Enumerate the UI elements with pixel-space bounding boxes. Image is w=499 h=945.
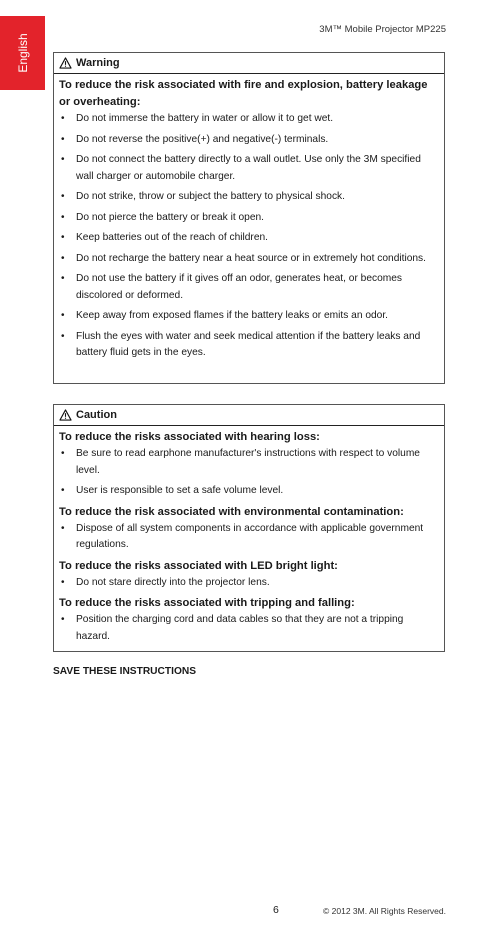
warning-item: • Keep batteries out of the reach of children.: [59, 230, 436, 247]
warning-heading: To reduce the risk associated with fire and explosion, battery leakage or overheating:: [59, 79, 428, 108]
caution-item: • Dispose of all system components in accordance with applicable government regulations.: [59, 521, 436, 554]
save-instructions: SAVE THESE INSTRUCTIONS: [53, 666, 197, 677]
warning-item: • Do not reverse the positive(+) and negative(-) terminals.: [59, 132, 436, 149]
caution-section-list: [59, 575, 436, 592]
warning-list: [59, 111, 436, 362]
caution-body: [54, 426, 444, 645]
caution-section-heading: To reduce the risk associated with environmental contamination:: [59, 505, 404, 518]
caution-section-list: [59, 612, 436, 645]
warning-item: • Do not use the battery if it gives off an odor, generates heat, or becomes discolored or deformed.: [59, 271, 436, 304]
caution-title: Caution: [76, 409, 117, 421]
caution-section-list: [59, 521, 436, 554]
warning-item: • Do not strike, throw or subject the battery to physical shock.: [59, 189, 436, 206]
caution-section-heading: To reduce the risks associated with hearing loss:: [59, 431, 320, 443]
warning-item: • Keep away from exposed flames if the battery leaks or emits an odor.: [59, 308, 436, 325]
warning-item: • Flush the eyes with water and seek medical attention if the battery leaks and battery fluid gets in the eyes.: [59, 329, 436, 362]
warning-item: • Do not connect the battery directly to a wall outlet. Use only the 3M specified wall charger or automobile charger.: [59, 152, 436, 185]
warning-header: [54, 53, 444, 74]
caution-box: [53, 404, 445, 652]
caution-item: • Be sure to read earphone manufacturer's instructions with respect to volume level.: [59, 446, 436, 479]
warning-body: [54, 74, 444, 362]
caution-triangle-icon: [59, 409, 72, 421]
caution-section-list: [59, 446, 436, 500]
page-number: 6: [273, 904, 279, 916]
warning-title: Warning: [76, 57, 120, 69]
caution-item: • Position the charging cord and data cables so that they are not a tripping hazard.: [59, 612, 436, 645]
caution-item: • Do not stare directly into the projector lens.: [59, 575, 436, 592]
caution-section-heading: To reduce the risks associated with LED bright light:: [59, 559, 338, 572]
warning-item: • Do not recharge the battery near a heat source or in extremely hot conditions.: [59, 251, 436, 268]
warning-triangle-icon: [59, 57, 72, 69]
language-tab-label: English: [15, 33, 30, 73]
document-title: 3M™ Mobile Projector MP225: [319, 24, 446, 35]
warning-item: • Do not pierce the battery or break it open.: [59, 210, 436, 227]
copyright-notice: © 2012 3M. All Rights Reserved.: [323, 906, 446, 916]
caution-item: • User is responsible to set a safe volume level.: [59, 483, 436, 500]
warning-box: [53, 52, 445, 384]
warning-item: • Do not immerse the battery in water or allow it to get wet.: [59, 111, 436, 128]
language-tab: [0, 16, 45, 90]
caution-section-heading: To reduce the risks associated with tripping and falling:: [59, 597, 355, 609]
caution-header: [54, 405, 444, 426]
